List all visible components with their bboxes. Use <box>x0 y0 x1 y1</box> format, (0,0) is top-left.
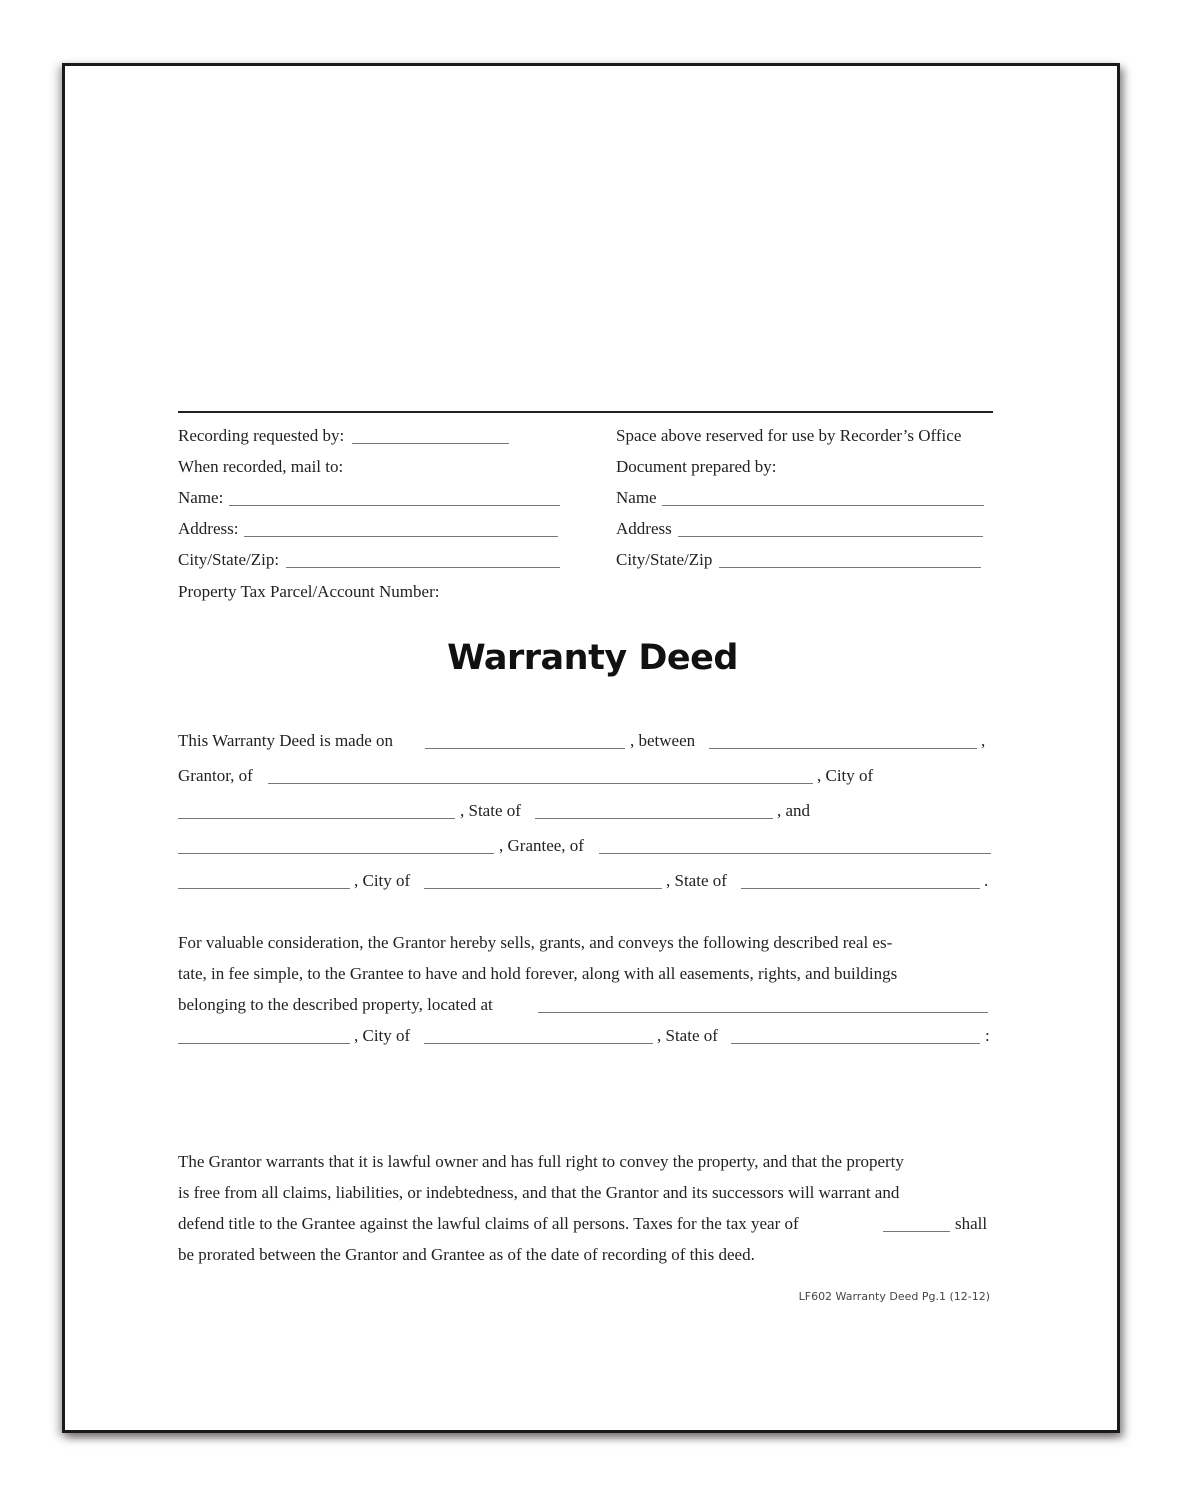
and-label: , and <box>777 801 811 820</box>
warranty-line-3: defend title to the Grantee against the lawful claims of all persons. Taxes for the tax year of <box>178 1214 799 1233</box>
prepared-by-name-label: Name <box>616 488 657 507</box>
document-title: Warranty Deed <box>447 638 738 678</box>
grantee-state-of-label: , State of <box>666 871 727 890</box>
grantee-of-label: , Grantee, of <box>499 836 584 855</box>
property-state-field[interactable] <box>731 1043 980 1044</box>
grantee-city-of-label: , City of <box>354 871 411 890</box>
tax-year-field[interactable] <box>883 1231 950 1232</box>
mail-to-name-field[interactable] <box>229 505 560 506</box>
recorder-space-note: Space above reserved for use by Recorder’s Office <box>616 426 962 445</box>
grantor-of-label: Grantor, of <box>178 766 253 785</box>
conveyance-line-1: For valuable consideration, the Grantor hereby sells, grants, and conveys the following described real es- <box>178 933 893 952</box>
property-location-field[interactable] <box>538 1012 988 1013</box>
recorder-space-divider <box>178 411 993 413</box>
mail-to-address-label: Address: <box>178 519 239 538</box>
warranty-line-1: The Grantor warrants that it is lawful owner and has full right to convey the property, and that the property <box>178 1152 904 1171</box>
deed-date-field[interactable] <box>425 748 625 749</box>
grantee-city-field[interactable] <box>424 888 662 889</box>
prepared-by-name-field[interactable] <box>662 505 984 506</box>
comma-text: , <box>981 731 986 750</box>
prepared-by-address-label: Address <box>616 519 672 538</box>
document-prepared-by-label: Document prepared by: <box>616 457 777 476</box>
mail-to-city-state-zip-field[interactable] <box>286 567 560 568</box>
grantor-state-of-label: , State of <box>460 801 521 820</box>
when-recorded-mail-to-label: When recorded, mail to: <box>178 457 344 476</box>
recording-requested-by-label: Recording requested by: <box>178 426 345 445</box>
grantee-state-field[interactable] <box>741 888 980 889</box>
conveyance-line-3: belonging to the described property, located at <box>178 995 493 1014</box>
recording-requested-by-field[interactable] <box>352 443 509 444</box>
property-location-cont-field[interactable] <box>178 1043 350 1044</box>
colon-text: : <box>985 1026 990 1045</box>
mail-to-address-field[interactable] <box>244 536 558 537</box>
prepared-by-city-state-zip-label: City/State/Zip <box>616 550 713 569</box>
conveyance-line-2: tate, in fee simple, to the Grantee to have and hold forever, along with all easements, rights, and buildings <box>178 964 898 983</box>
mail-to-city-state-zip-label: City/State/Zip: <box>178 550 280 569</box>
warranty-line-4: be prorated between the Grantor and Grantee as of the date of recording of this deed. <box>178 1245 755 1264</box>
grantor-city-field[interactable] <box>178 818 455 819</box>
grantor-state-field[interactable] <box>535 818 773 819</box>
mail-to-name-label: Name: <box>178 488 224 507</box>
shall-text: shall <box>955 1214 988 1233</box>
property-city-field[interactable] <box>424 1043 653 1044</box>
period-text: . <box>984 871 989 890</box>
grantor-name-field[interactable] <box>709 748 977 749</box>
grantor-city-of-label: , City of <box>817 766 874 785</box>
form-number-footer: LF602 Warranty Deed Pg.1 (12-12) <box>798 1290 990 1303</box>
property-state-of-label: , State of <box>657 1026 718 1045</box>
prepared-by-address-field[interactable] <box>678 536 983 537</box>
grantee-address-cont-field[interactable] <box>178 888 350 889</box>
between-label: , between <box>630 731 696 750</box>
property-city-of-label: , City of <box>354 1026 411 1045</box>
warranty-line-2: is free from all claims, liabilities, or indebtedness, and that the Grantor and its successors will warrant and <box>178 1183 900 1202</box>
made-on-label: This Warranty Deed is made on <box>178 731 394 750</box>
grantee-address-field[interactable] <box>599 853 991 854</box>
grantee-name-field[interactable] <box>178 853 494 854</box>
prepared-by-city-state-zip-field[interactable] <box>719 567 981 568</box>
property-tax-parcel-label: Property Tax Parcel/Account Number: <box>178 582 440 601</box>
grantor-address-field[interactable] <box>268 783 813 784</box>
